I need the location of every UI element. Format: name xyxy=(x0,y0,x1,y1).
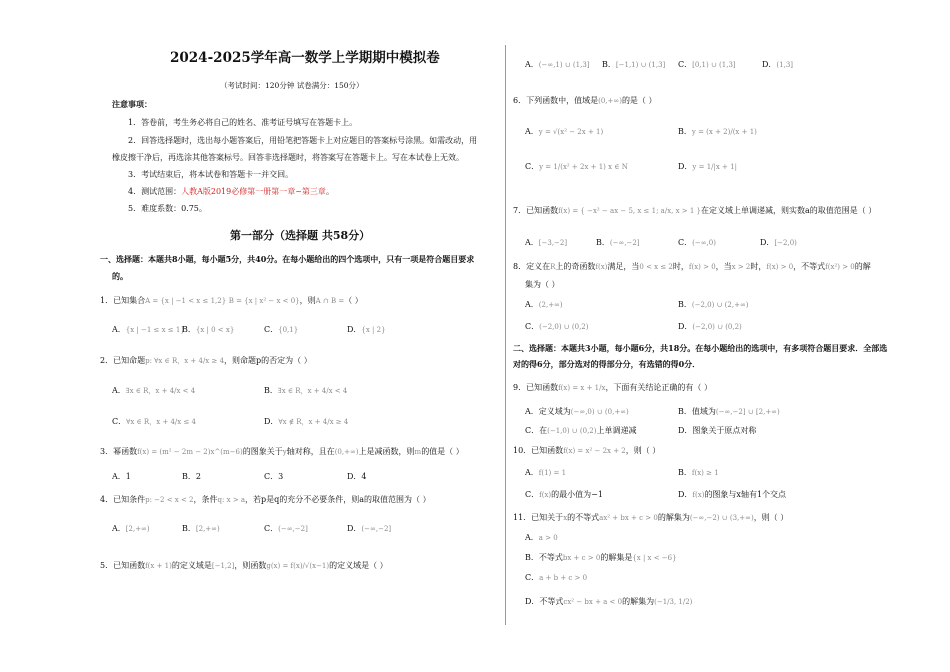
q8-cond3: x > 2 xyxy=(731,263,751,271)
q10-option-a[interactable] xyxy=(525,468,566,478)
q1-set-a: A = {x | −1 < x ≤ 1,2} xyxy=(145,297,227,305)
exam-subtitle: （考试时间：120分钟 试卷满分：150分） xyxy=(220,81,364,90)
q5-option-a[interactable] xyxy=(525,60,590,70)
q8-inequality: f(x²) > 0 xyxy=(825,263,855,271)
part1-heading: 第一部分（选择题 共58分） xyxy=(230,229,371,242)
q8-option-c-math: (−2,0) ∪ (0,2) xyxy=(539,323,589,331)
q5-text: 5．已知函数 xyxy=(100,561,146,570)
q11-mid2: 的解集为 xyxy=(657,513,690,522)
note-4 xyxy=(128,187,334,197)
q3-option-d[interactable]: D．4 xyxy=(347,472,367,481)
q6-option-d-label: D． xyxy=(678,162,693,171)
q8-suffix: 的解 xyxy=(854,262,871,271)
question-7 xyxy=(513,206,876,216)
q10-suffix: ，则（ ） xyxy=(625,446,661,455)
q7-option-b-math: (−∞,−2] xyxy=(609,239,640,247)
q1-option-d-math: {x | 2} xyxy=(361,326,386,334)
q8-mid3: 时， xyxy=(672,262,689,271)
q6-option-d[interactable] xyxy=(678,162,737,172)
note-4-suffix: 。 xyxy=(325,187,334,196)
q3-axis: y xyxy=(282,448,287,456)
q8-mid: 上的奇函数 xyxy=(555,262,596,271)
q9-option-c-label: C．在 xyxy=(525,426,548,435)
q5-option-a-label: A． xyxy=(525,60,539,69)
q4-suffix: ，若p是q的充分不必要条件，则a的取值范围为（ ） xyxy=(245,495,431,504)
q2-option-d-label: D． xyxy=(264,417,279,426)
q1-option-c-math: {0,1} xyxy=(278,326,299,334)
q6-option-a-label: A． xyxy=(525,127,539,136)
q4-option-c[interactable] xyxy=(264,524,308,534)
q2-option-c[interactable] xyxy=(112,417,196,427)
q8-mid4: ，当 xyxy=(715,262,732,271)
q8-option-a[interactable] xyxy=(525,300,563,310)
q2-option-a[interactable] xyxy=(112,386,195,396)
q11-option-c-label: C． xyxy=(525,573,540,582)
q6-option-b-label: B． xyxy=(678,127,692,136)
question-8 xyxy=(513,262,871,272)
q6-option-b-math: y = (x + 2)/(x + 1) xyxy=(691,128,757,136)
q7-option-a-label: A． xyxy=(525,238,539,247)
q9-option-b-label: B．值域为 xyxy=(678,407,716,416)
q5-domain: [−1,2] xyxy=(211,562,235,570)
note-2: 2．回答选择题时，选出每小题答案后，用铅笔把答题卡上对应题目的答案标号涂黑。如需改动，用 xyxy=(128,136,478,145)
q1-text: 1．已知集合 xyxy=(100,296,146,305)
question-11 xyxy=(513,513,788,523)
q11-option-c-math: a + b + c > 0 xyxy=(539,574,588,582)
q11-inequality: ax² + bx + c > 0 xyxy=(599,514,658,522)
q4-option-b-label: B． xyxy=(182,524,196,533)
q10-option-d-math: f(x) xyxy=(692,491,705,499)
q2-option-b[interactable] xyxy=(264,386,347,396)
q5-option-a-math: (−∞,1) ∪ (1,3] xyxy=(538,61,590,69)
q11-option-d-mid: 的解集为 xyxy=(622,597,655,606)
q8-option-b-label: B． xyxy=(678,300,692,309)
q3-function: f(x) = (m² − 2m − 2)x^(m−6) xyxy=(137,448,243,456)
q5-option-d-math: (1,3] xyxy=(776,61,794,69)
question-9 xyxy=(513,383,712,393)
q1-option-d-label: D． xyxy=(347,325,362,334)
q5-option-c-math: [0,1) ∪ (1,3] xyxy=(692,61,736,69)
q3-mid: 的图象关于 xyxy=(242,447,283,456)
q6-option-b[interactable] xyxy=(678,127,757,137)
part1-instructions-cont: 的。 xyxy=(112,271,128,281)
q1-option-a-math: {x | −1 ≤ x ≤ 1} xyxy=(125,326,185,334)
test-range: 人教A版2019必修第一册第一章~第三章 xyxy=(181,187,326,196)
q4-option-d[interactable] xyxy=(347,524,391,534)
q3-option-c[interactable]: C．3 xyxy=(264,472,284,481)
q10-text: 10．已知函数 xyxy=(513,446,564,455)
q10-option-b-label: B． xyxy=(678,468,692,477)
q6-suffix: 的是（ ） xyxy=(621,96,657,105)
q8-option-c-label: C． xyxy=(525,322,540,331)
q8-option-d[interactable] xyxy=(678,322,742,332)
q8-domain: R xyxy=(550,263,556,271)
q6-option-c-label: C． xyxy=(525,162,540,171)
q1-option-b[interactable] xyxy=(182,325,234,335)
q10-option-a-math: f(1) = 1 xyxy=(538,469,567,477)
question-5 xyxy=(100,561,388,571)
q1-option-d[interactable] xyxy=(347,325,386,335)
note-1: 1．答卷前，考生务必将自己的姓名、准考证号填写在答题卡上。 xyxy=(128,118,358,127)
q4-option-d-math: (−∞,−2] xyxy=(361,525,392,533)
q7-option-b[interactable] xyxy=(596,238,640,248)
q11-option-b-label: B．不等式 xyxy=(525,553,563,562)
q11-option-d-label: D．不等式 xyxy=(525,597,564,606)
q10-option-d-label: D． xyxy=(678,490,693,499)
q1-option-c[interactable] xyxy=(264,325,298,335)
q11-option-d-math2: (−1/3, 1/2) xyxy=(654,598,693,606)
q3-interval: (0,+∞) xyxy=(334,448,359,456)
column-divider xyxy=(505,45,506,625)
q5-option-b-math: [−1,1) ∪ (1,3] xyxy=(615,61,666,69)
q2-suffix: ，则命题p的否定为（ ） xyxy=(224,356,312,365)
q10-option-c-math: f(x) xyxy=(539,491,552,499)
q6-option-c[interactable] xyxy=(525,162,628,172)
q5-suffix: 的定义域是（ ） xyxy=(329,561,388,570)
q10-option-c-label: C． xyxy=(525,490,540,499)
q8-cond2: f(x) > 0 xyxy=(688,263,716,271)
q10-option-b-math: f(x) ≥ 1 xyxy=(691,469,719,477)
q6-range: (0,+∞) xyxy=(598,97,622,105)
q4-option-a-label: A． xyxy=(112,524,126,533)
q11-option-b-math2: {x | x < −6} xyxy=(632,554,677,562)
q1-option-b-label: B． xyxy=(182,325,196,334)
q11-text: 11．已知关于 xyxy=(513,513,564,522)
q8-option-d-math: (−2,0) ∪ (0,2) xyxy=(692,323,742,331)
note-3: 3．考试结束后，将本试卷和答题卡一并交回。 xyxy=(128,170,294,179)
q2-text: 2．已知命题 xyxy=(100,356,146,365)
q11-option-b[interactable] xyxy=(525,553,677,563)
q3-var: m xyxy=(414,448,422,456)
note-2-cont: 橡皮擦干净后，再选涂其他答案标号。回答非选择题时，将答案写在答题卡上。写在本试卷上无效。 xyxy=(112,153,464,162)
exam-title: 2024-2025学年高一数学上学期期中模拟卷 xyxy=(170,50,440,66)
q8-text: 8．定义在 xyxy=(513,262,551,271)
question-1 xyxy=(100,296,363,306)
q9-option-c-suffix: 上单调递减 xyxy=(596,426,637,435)
q9-function: f(x) = x + 1/x xyxy=(558,384,606,392)
q5-option-d-label: D． xyxy=(762,60,777,69)
q11-suffix: ，则（ ） xyxy=(753,513,789,522)
question-3 xyxy=(100,447,464,457)
q4-option-c-math: (−∞,−2] xyxy=(278,525,308,533)
q8-option-a-label: A． xyxy=(525,300,539,309)
q8-text-cont: 集为（ ） xyxy=(525,280,560,289)
q9-option-d[interactable]: D．图象关于原点对称 xyxy=(678,426,757,435)
q9-suffix: ，下面有关结论正确的有（ ） xyxy=(605,383,712,392)
q1-expr: A ∩ B = xyxy=(315,297,345,305)
q1-option-a[interactable] xyxy=(112,325,185,335)
q9-text: 9．已知函数 xyxy=(513,383,559,392)
q11-option-b-mid: 的解集是 xyxy=(600,553,633,562)
q2-option-b-label: B． xyxy=(264,386,278,395)
q4-option-b[interactable] xyxy=(182,524,220,534)
q1-option-c-label: C． xyxy=(264,325,279,334)
q1-option-a-label: A． xyxy=(112,325,126,334)
q11-option-a-math: a > 0 xyxy=(538,534,558,542)
q9-option-b-math: (−∞,−2] ∪ [2,+∞) xyxy=(715,408,780,416)
note-5: 5．难度系数：0.75。 xyxy=(128,204,207,213)
q5-mid: 的定义域是 xyxy=(171,561,212,570)
q10-option-c[interactable] xyxy=(525,490,603,500)
question-10 xyxy=(513,446,660,456)
q5-mid2: ，则函数 xyxy=(234,561,267,570)
q2-option-c-label: C． xyxy=(112,417,127,426)
q4-condition-p: p: −2 < x < 2 xyxy=(145,496,194,504)
q1-suffix: （ ） xyxy=(344,296,363,305)
q10-function: f(x) = x² − 2x + 2 xyxy=(563,447,626,455)
q11-option-d[interactable] xyxy=(525,597,692,607)
q10-option-a-label: A． xyxy=(525,468,539,477)
q7-option-a[interactable] xyxy=(525,238,567,248)
q9-option-c[interactable] xyxy=(525,426,637,436)
q5-option-b[interactable] xyxy=(602,60,665,70)
q7-text: 7．已知函数 xyxy=(513,206,559,215)
q5-function: f(x + 1) xyxy=(145,562,172,570)
part2-instructions: 二、选择题：本题共3小题，每小题6分，共18分。在每小题给出的选项中，有多项符合题目要求．全部选 xyxy=(513,343,888,353)
q7-option-a-math: [−3,−2] xyxy=(538,239,568,247)
q1-option-b-math: {x | 0 < x} xyxy=(195,326,235,334)
q9-option-a[interactable] xyxy=(525,407,629,417)
q9-option-b[interactable] xyxy=(678,407,780,417)
q9-option-c-math: (−1,0) ∪ (0,2) xyxy=(547,427,597,435)
q1-set-b: B = {x | x² − x < 0} xyxy=(228,297,300,305)
q11-option-c[interactable] xyxy=(525,573,587,583)
q6-text: 6．下列函数中，值域是 xyxy=(513,96,599,105)
q2-option-c-math: ∀x ∈ R，x + 4/x ≤ 4 xyxy=(126,418,196,426)
q5-option-d[interactable] xyxy=(762,60,793,70)
q4-option-c-label: C． xyxy=(264,524,279,533)
q3-suffix2: 的值是（ ） xyxy=(421,447,464,456)
question-6 xyxy=(513,96,656,106)
q8-option-c[interactable] xyxy=(525,322,589,332)
q5-option-c-label: C． xyxy=(678,60,693,69)
q10-option-d-suffix: 的图象与x轴有1个交点 xyxy=(704,490,787,499)
q2-option-d-math: ∀x ∉ R，x + 4/x ≥ 4 xyxy=(278,418,349,426)
q8-option-d-label: D． xyxy=(678,322,693,331)
q4-text: 4．已知条件 xyxy=(100,495,146,504)
q11-var: x xyxy=(563,514,568,522)
q5-g-function: g(x) = f(x)/√(x−1) xyxy=(266,562,330,570)
q2-option-a-label: A． xyxy=(112,386,126,395)
question-2 xyxy=(100,356,312,366)
q6-option-a[interactable] xyxy=(525,127,603,137)
q5-option-c[interactable] xyxy=(678,60,736,70)
q3-mid2: 轴对称，且在 xyxy=(286,447,335,456)
q2-option-b-math: ∃x ∈ R，x + 4/x < 4 xyxy=(277,387,348,395)
q9-option-a-math: (−∞,0) ∪ (0,+∞) xyxy=(570,408,629,416)
q8-cond1: 0 < x ≤ 2 xyxy=(639,263,673,271)
q10-option-b[interactable] xyxy=(678,468,719,478)
q11-option-b-math1: bx + c > 0 xyxy=(562,554,601,562)
q8-mid6: ，不等式 xyxy=(793,262,826,271)
question-4 xyxy=(100,495,431,505)
q8-option-a-math: (2,+∞) xyxy=(538,301,563,309)
q8-mid5: 时， xyxy=(750,262,767,271)
q11-option-a-label: A． xyxy=(525,533,539,542)
q9-option-a-label: A．定义域为 xyxy=(525,407,571,416)
q7-option-c-label: C． xyxy=(678,238,693,247)
q4-option-b-math: [2,+∞) xyxy=(195,525,220,533)
part2-instructions-cont: 对的得6分，部分选对的得部分分，有选错的得0分． xyxy=(513,359,701,369)
part1-instructions: 一、选择题：本题共8小题，每小题5分，共40分。在每小题给出的四个选项中，只有一项是符合题目要求 xyxy=(100,254,475,264)
q11-option-d-math1: cx² − bx + a < 0 xyxy=(563,598,623,606)
q7-option-d-math: [−2,0) xyxy=(774,239,797,247)
q10-option-d[interactable] xyxy=(678,490,786,500)
q7-option-d[interactable] xyxy=(760,238,797,248)
q5-option-b-label: B． xyxy=(602,60,616,69)
notes-heading: 注意事项： xyxy=(112,99,152,109)
q1-mid: ，则 xyxy=(299,296,316,305)
q11-solution-set: (−∞,−2) ∪ (3,+∞) xyxy=(689,514,754,522)
q7-option-d-label: D． xyxy=(760,238,775,247)
q8-option-b-math: (−2,0) ∪ (2,+∞) xyxy=(691,301,749,309)
q7-option-c[interactable] xyxy=(678,238,716,248)
q6-option-c-math: y = 1/(x² + 2x + 1) x ∈ N xyxy=(539,163,628,171)
q4-option-d-label: D． xyxy=(347,524,362,533)
q11-option-a[interactable] xyxy=(525,533,558,543)
q7-option-c-math: (−∞,0) xyxy=(692,239,716,247)
q3-option-a[interactable]: A．1 xyxy=(112,472,131,481)
q8-option-b[interactable] xyxy=(678,300,749,310)
q2-proposition: p: ∀x ∈ R，x + 4/x ≥ 4 xyxy=(145,357,225,365)
q8-mid2: 满足，当 xyxy=(607,262,640,271)
q4-option-a[interactable] xyxy=(112,524,150,534)
q7-suffix: 在定义域上单调递减，则实数a的取值范围是（ ） xyxy=(701,206,877,215)
q11-mid: 的不等式 xyxy=(567,513,600,522)
note-4-prefix: 4．测试范围： xyxy=(128,187,182,196)
q3-text: 3．幂函数 xyxy=(100,447,138,456)
q6-option-a-math: y = √(x² − 2x + 1) xyxy=(538,128,604,136)
q8-cond4: f(x) > 0 xyxy=(766,263,794,271)
q8-function: f(x) xyxy=(595,263,608,271)
q3-suffix: 上是减函数，则 xyxy=(358,447,415,456)
q4-option-a-math: [2,+∞) xyxy=(125,525,150,533)
q6-option-d-math: y = 1/|x + 1| xyxy=(692,163,737,171)
q3-option-b[interactable]: B．2 xyxy=(182,472,201,481)
q2-option-a-math: ∃x ∈ R，x + 4/x < 4 xyxy=(125,387,196,395)
q7-option-b-label: B． xyxy=(596,238,610,247)
q10-option-c-suffix: 的最小值为−1 xyxy=(551,490,603,499)
q7-piecewise: f(x) = { −x² − ax − 5, x ≤ 1; a/x, x > 1 } xyxy=(558,207,701,215)
q4-mid: ，条件 xyxy=(193,495,218,504)
q2-option-d[interactable] xyxy=(264,417,348,427)
q4-condition-q: q: x > a xyxy=(217,496,246,504)
